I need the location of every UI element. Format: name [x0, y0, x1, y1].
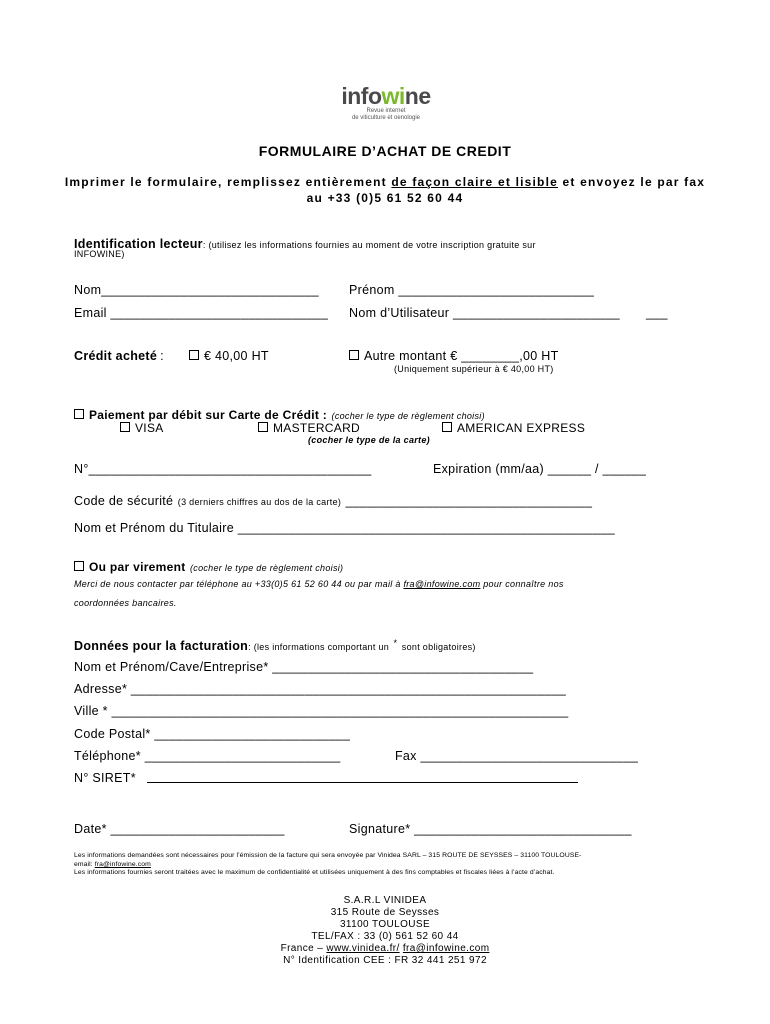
footer-website-link[interactable]: www.vinidea.fr/ — [326, 943, 400, 954]
page-title: FORMULAIRE D’ACHAT DE CREDIT — [258, 143, 512, 159]
checkbox[interactable] — [442, 422, 452, 432]
billing-note: : (les informations comportant un — [248, 642, 390, 652]
footer-street: 315 Route de Seysses — [330, 907, 440, 918]
transfer-heading-row[interactable] — [74, 558, 343, 576]
visa-option[interactable]: VISA — [120, 421, 164, 435]
nom-field[interactable]: Nom______________________________ — [74, 283, 319, 297]
prenom-field[interactable]: Prénom ___________________________ — [349, 283, 595, 297]
footer-email-link[interactable]: fra@infowine.com — [402, 943, 490, 954]
security-code-field[interactable]: Code de sécurité (3 derniers chiffres au dos de la carte) __________________________________ — [74, 494, 593, 508]
transfer-text-2: coordonnées bancaires. — [74, 598, 177, 608]
credit-row: Crédit acheté : — [74, 349, 164, 363]
footer-city: 31100 TOULOUSE — [339, 919, 431, 930]
mastercard-option[interactable]: MASTERCARD — [258, 421, 360, 435]
footer-telfax: TEL/FAX : 33 (0) 561 52 60 44 — [311, 931, 459, 942]
checkbox[interactable] — [74, 409, 84, 419]
identification-section — [74, 235, 536, 253]
transfer-note: (cocher le type de règlement choisi) — [189, 563, 344, 573]
siret-input-line[interactable] — [147, 782, 578, 783]
logo-tagline-2: de viticulture et oenologie — [351, 115, 421, 121]
identification-note-2: INFOWINE) — [74, 249, 125, 259]
company-field[interactable]: Nom et Prénom/Cave/Entreprise* ____________________________________ — [74, 660, 534, 674]
transfer-text: Merci de nous contacter par téléphone au +33(0)5 61 52 60 44 ou par mail à fra@infowine.com pour connaître nos — [74, 579, 564, 589]
date-field[interactable]: Date* ________________________ — [74, 822, 285, 836]
amex-option[interactable]: AMERICAN EXPRESS — [442, 421, 585, 435]
address-field[interactable]: Adresse* ____________________________________________________________ — [74, 682, 567, 696]
legal-line-2: email: fra@infowine.com — [74, 861, 151, 868]
legal-email-link[interactable]: fra@infowine.com — [94, 861, 151, 868]
checkbox[interactable] — [189, 350, 199, 360]
city-field[interactable]: Ville * _______________________________________________________________ — [74, 704, 569, 718]
footer-contact: France – www.vinidea.fr/ fra@infowine.com — [280, 943, 490, 954]
credit-option-other[interactable]: Autre montant € ________,00 HT — [349, 349, 559, 363]
logo-wordmark: infowine — [341, 83, 431, 109]
identification-heading: Identification lecteur — [74, 237, 203, 251]
siret-label: N° SIRET* — [74, 771, 136, 785]
credit-option-40[interactable]: € 40,00 HT — [189, 349, 269, 363]
legal-line-3: Les informations fournies seront traitées avec le maximum de confidentialité et utilisées uniquement à des fins comptables et fiscales liées à l’acte d’achat. — [74, 869, 555, 876]
checkbox[interactable] — [74, 561, 84, 571]
card-payment-heading: Paiement par débit sur Carte de Crédit : — [89, 408, 328, 422]
billing-heading: Données pour la facturation — [74, 639, 249, 653]
infowine-logo — [335, 84, 437, 122]
logo-tagline-1: Revue internet — [366, 108, 406, 114]
legal-line-1: Les informations demandées sont nécessaires pour l’émission de la facture qui sera envoyée par Vinidea SARL – 315 ROUTE DE SEYSSES – 31100 TOULOUSE- — [74, 852, 582, 859]
transfer-heading: Ou par virement — [89, 560, 186, 574]
transfer-email-link[interactable]: fra@infowine.com — [403, 579, 481, 589]
phone-field[interactable]: Téléphone* ___________________________ — [74, 749, 341, 763]
checkbox[interactable] — [349, 350, 359, 360]
card-payment-note: (cocher le type de règlement choisi) — [331, 411, 485, 421]
card-number-field[interactable]: N°_______________________________________ — [74, 462, 372, 476]
identification-note: : (utilisez les informations fournies au moment de votre inscription gratuite sur — [202, 240, 536, 250]
checkbox[interactable] — [120, 422, 130, 432]
fax-field[interactable]: Fax ______________________________ — [395, 749, 639, 763]
email-field[interactable]: Email ______________________________ — [74, 306, 329, 320]
card-type-note: (cocher le type de la carte) — [308, 435, 430, 445]
cardholder-field[interactable]: Nom et Prénom du Titulaire ____________________________________________________ — [74, 521, 615, 535]
checkbox[interactable] — [258, 422, 268, 432]
security-code-note: (3 derniers chiffres au dos de la carte) — [177, 497, 342, 507]
footer-vat: N° Identification CEE : FR 32 441 251 972 — [283, 955, 487, 966]
signature-field[interactable]: Signature* ______________________________ — [349, 822, 632, 836]
footer-company: S.A.R.L VINIDEA — [343, 895, 427, 906]
username-field[interactable]: Nom d’Utilisateur _______________________ — [349, 306, 620, 320]
instructions: Imprimer le formulaire, remplissez entièrement de façon claire et lisible et envoyez le par fax au +33 (0)5 61 52 60 44 — [64, 175, 706, 205]
username-field-extra: ___ — [646, 306, 668, 320]
credit-label: Crédit acheté — [74, 349, 158, 363]
billing-heading-row: Données pour la facturation: (les informations comportant un * sont obligatoires) — [74, 638, 476, 653]
postal-code-field[interactable]: Code Postal* ___________________________ — [74, 727, 351, 741]
expiration-field[interactable]: Expiration (mm/aa) ______ / ______ — [433, 462, 647, 476]
credit-option-note: (Uniquement supérieur à € 40,00 HT) — [394, 364, 554, 374]
